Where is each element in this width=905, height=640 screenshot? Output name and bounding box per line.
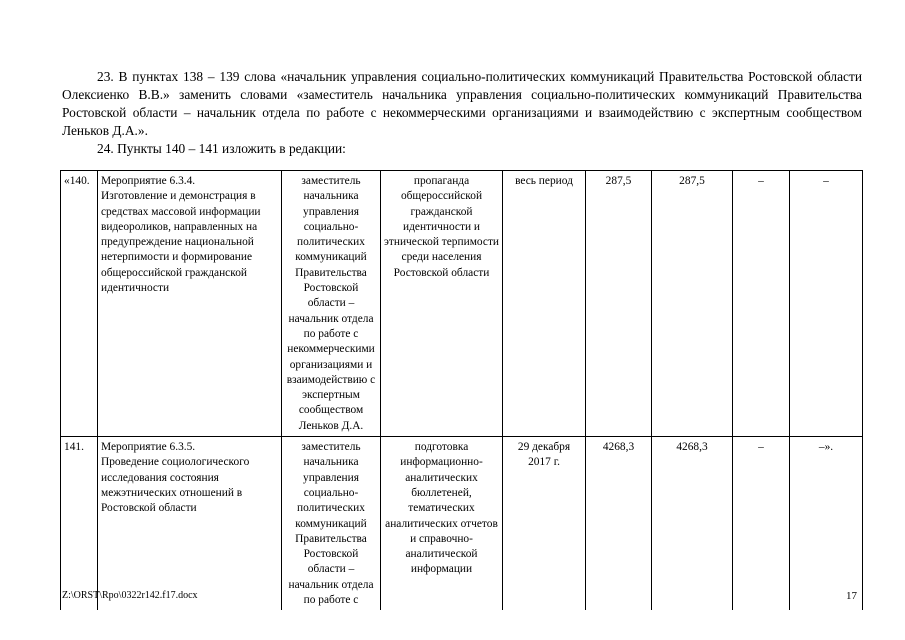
table-row xyxy=(61,437,863,611)
funding-source-3: –». xyxy=(790,437,863,611)
paragraph-24: 24. Пункты 140 – 141 изложить в редакции: xyxy=(97,141,346,156)
activity-name: Мероприятие 6.3.5. Проведение социологического исследования состояния межэтнических отношений в Ростовской области xyxy=(98,437,282,611)
page-number: 17 xyxy=(846,590,857,602)
paragraph-23: 23. В пунктах 138 – 139 слова «начальник управления социально-политических коммуникаций Правительства Ростовской области Олексиенко В.В.» заменить словами «заместитель начальника управления социально-политических коммуникаций Правительства Ростовской области – начальник отдела по работе с некоммерческими организациями и взаимодействию с экспертным сообществом Леньков Д.А.». xyxy=(62,69,862,138)
expected-result: пропаганда общероссийской гражданской идентичности и этнической терпимости среди населения Ростовской области xyxy=(381,171,503,437)
term: 29 декабря 2017 г. xyxy=(503,437,586,611)
row-number: «140. xyxy=(61,171,98,437)
expected-result: подготовка информационно-аналитических бюллетеней, тематических аналитических отчетов и справочно-аналитической информации xyxy=(381,437,503,611)
term: весь период xyxy=(503,171,586,437)
funding-total: 4268,3 xyxy=(586,437,652,611)
row-number: 141. xyxy=(61,437,98,611)
activities-table xyxy=(60,170,863,610)
funding-source-1: 4268,3 xyxy=(652,437,733,611)
funding-source-2: – xyxy=(733,437,790,611)
responsible-person: заместитель начальника управления социально-политических коммуникаций Правительства Ростовской области – начальник отдела по работе с xyxy=(282,437,381,611)
funding-source-1: 287,5 xyxy=(652,171,733,437)
funding-total: 287,5 xyxy=(586,171,652,437)
responsible-person: заместитель начальника управления социально-политических коммуникаций Правительства Ростовской области – начальник отдела по работе с некоммерческими организациями и взаимодействию с экспертным сообществом Леньков Д.А. xyxy=(282,171,381,437)
funding-source-2: – xyxy=(733,171,790,437)
activity-name: Мероприятие 6.3.4. Изготовление и демонстрация в средствах массовой информации видеороликов, направленных на предупреждение национальной нетерпимости и формирование общероссийской гражданской идентичности xyxy=(98,171,282,437)
funding-source-3: – xyxy=(790,171,863,437)
footer-file-path: Z:\ORST\Rpo\0322r142.f17.docx xyxy=(62,590,198,601)
table-row xyxy=(61,171,863,437)
